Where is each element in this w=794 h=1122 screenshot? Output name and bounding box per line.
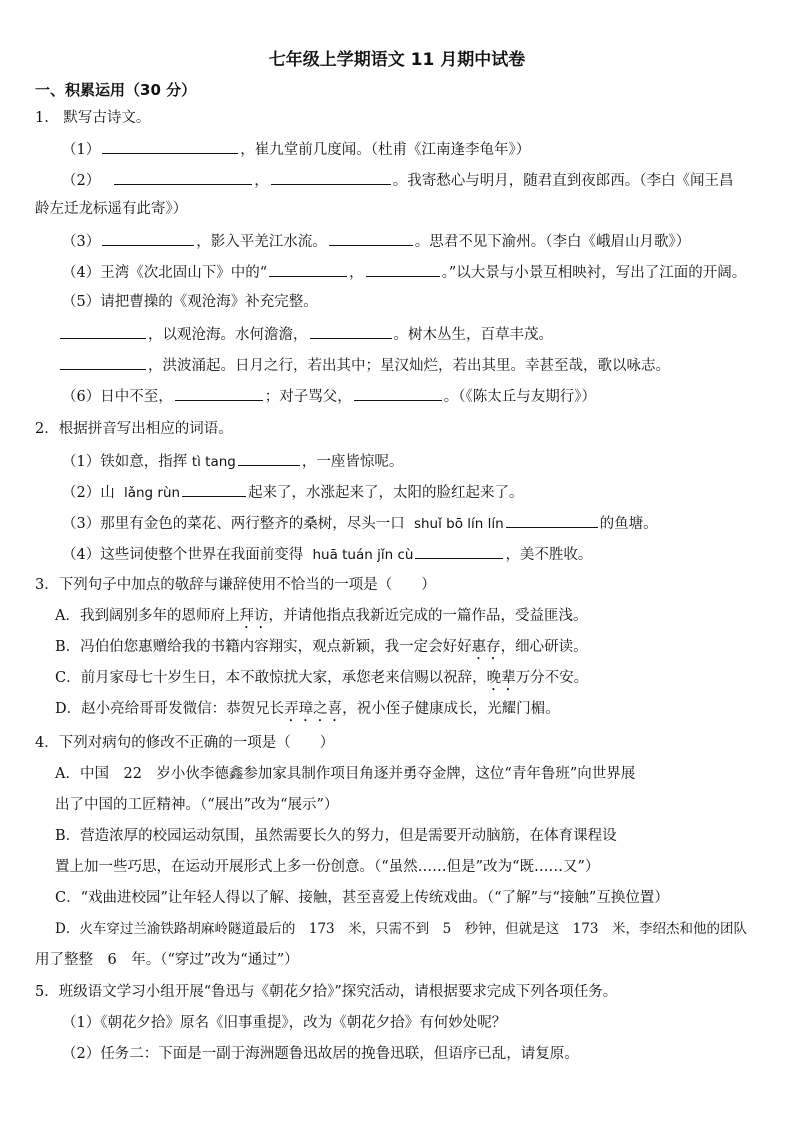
dotted-word: 弄璋之喜: [284, 701, 343, 717]
pinyin: tì tang: [191, 454, 236, 470]
q3-option-d[interactable]: [55, 699, 560, 725]
section-heading: 一、积累运用（30 分）: [35, 81, 197, 99]
q1-item-5-line1: [58, 323, 553, 345]
q4-option-c[interactable]: C．“戏曲进校园”让年轻人得以了解、接触，甚至喜爱上传统戏曲。（“了解”与“接触”互换位置）: [55, 890, 669, 906]
answer-blank[interactable]: [102, 138, 238, 154]
q1-2-prefix: （2）: [62, 173, 101, 189]
pinyin: lǎng rùn: [123, 485, 181, 501]
q3-option-a[interactable]: [55, 606, 587, 632]
q1-6-text-a: ；对子骂父，: [264, 389, 352, 405]
option-c-text-end: 万分不安。: [515, 670, 589, 686]
pinyin: shuǐ bō lín lín: [413, 516, 504, 532]
q1-5-text-a: ，以观沧海。水何澹澹，: [148, 327, 308, 343]
q2-item-4: [62, 543, 592, 565]
answer-blank[interactable]: [366, 261, 440, 277]
q3-option-b[interactable]: [55, 637, 588, 663]
q2-item-3: [62, 512, 658, 534]
q1-4-comma: ，: [349, 265, 364, 281]
q1-item-2-cont: 龄左迁龙标遥有此寄》）: [35, 201, 188, 217]
option-d-text-end: ，祝小侄子健康成长，光耀门楣。: [342, 701, 560, 717]
answer-blank[interactable]: [329, 230, 413, 246]
answer-blank[interactable]: [271, 169, 391, 185]
q4-option-b[interactable]: B．营造浓厚的校园运动氛围，虽然需要长久的努力，但是需要开动脑筋，在体育课程设: [55, 828, 617, 844]
q1-item-5: （5）请把曹操的《观沧海》补充完整。: [62, 294, 318, 310]
answer-blank[interactable]: [114, 169, 252, 185]
q2-4-prefix: （4）这些词使整个世界在我面前变得: [62, 547, 304, 563]
answer-blank[interactable]: [60, 323, 146, 339]
question-1-stem: 1. 默写古诗文。: [35, 110, 151, 126]
q1-6-text-b: 。（《陈太丘与友期行》）: [443, 389, 596, 405]
q2-3-text: 的鱼塘。: [599, 516, 658, 532]
q2-4-text: ，美不胜收。: [505, 547, 593, 563]
q1-item-4: [62, 261, 746, 283]
option-a-text: A．我到阔别多年的恩师府上: [55, 608, 240, 624]
q3-option-c[interactable]: [55, 668, 588, 694]
answer-blank[interactable]: [269, 261, 347, 277]
q1-1-text: ，崔九堂前几度闻。（杜甫《江南逢李龟年》）: [240, 142, 531, 158]
q2-3-prefix: （3）那里有金色的菜花、两行整齐的桑树，尽头一口: [62, 516, 405, 532]
q2-2-prefix: （2）山: [62, 485, 115, 501]
q1-3-text-b: 。思君不见下渝州。（李白《峨眉山月歌》）: [414, 234, 691, 250]
answer-blank[interactable]: [415, 543, 503, 559]
q1-item-1: [62, 138, 530, 160]
answer-blank[interactable]: [60, 354, 146, 370]
answer-blank[interactable]: [354, 385, 442, 401]
q5-item-2: （2）任务二：下面是一副于海洲题鲁迅故居的挽鲁迅联，但语序已乱，请复原。: [62, 1046, 579, 1062]
q1-item-3: [62, 230, 690, 252]
q4-option-b-cont: 置上加一些巧思，在运动开展形式上多一份创意。（“虽然……但是”改为“既……又”）: [55, 859, 600, 875]
pinyin: huā tuán jǐn cù: [312, 547, 414, 563]
dotted-word: 拜访: [239, 608, 269, 624]
question-3-stem: 3．下列句子中加点的敬辞与谦辞使用不恰当的一项是（ ）: [35, 577, 436, 593]
q1-3-text-a: ，影入平羌江水流。: [196, 234, 327, 250]
answer-blank[interactable]: [175, 385, 263, 401]
q1-item-5-line2: [58, 354, 670, 376]
q1-item-2: [62, 169, 733, 191]
option-a-text-end: ，并请他指点我新近完成的一篇作品，受益匪浅。: [268, 608, 588, 624]
answer-blank[interactable]: [102, 230, 194, 246]
q1-2-comma: ，: [254, 173, 269, 189]
answer-blank[interactable]: [310, 323, 392, 339]
q2-item-2: [62, 481, 524, 503]
q1-3-prefix: （3）: [62, 234, 101, 250]
q1-1-prefix: （1）: [62, 142, 101, 158]
q1-4-prefix: （4）王湾《次北固山下》中的“: [62, 265, 268, 281]
q1-item-6: [62, 385, 596, 407]
option-b-text-end: ，细心研读。: [500, 639, 588, 655]
option-c-text: C．前月家母七十岁生日，本不敢惊扰大家，承您老来信赐以祝辞，: [55, 670, 487, 686]
dotted-word: 惠存: [471, 639, 501, 655]
answer-blank[interactable]: [182, 481, 246, 497]
q1-4-text: 。”以大景与小景互相映衬，写出了江面的开阔。: [441, 265, 747, 281]
q1-6-prefix: （6）日中不至，: [62, 389, 173, 405]
question-2-stem: 2．根据拼音写出相应的词语。: [35, 421, 233, 437]
q1-5-text-b: 。树木丛生，百草丰茂。: [393, 327, 553, 343]
q4-option-d-cont: 用了整整 6 年。（“穿过”改为“通过”）: [35, 952, 299, 968]
q4-option-a[interactable]: A．中国 22 岁小伙李德鑫参加家具制作项目角逐并勇夺金牌，这位“青年鲁班”向世界展: [55, 766, 636, 782]
q2-2-text: 起来了，水涨起来了，太阳的脸红起来了。: [248, 485, 524, 501]
q2-item-1: [62, 450, 403, 472]
answer-blank[interactable]: [238, 450, 300, 466]
question-4-stem: 4．下列对病句的修改不正确的一项是（ ）: [35, 735, 335, 751]
dotted-word: 晚辈: [486, 670, 516, 686]
q2-1-prefix: （1）铁如意，指挥: [62, 454, 188, 470]
option-d-text: D．赵小亮给哥哥发微信：恭贺兄长: [55, 701, 285, 717]
q1-5-text-c: ，洪波涌起。日月之行，若出其中；星汉灿烂，若出其里。幸甚至哉，歌以咏志。: [148, 358, 670, 374]
q4-option-d[interactable]: D．火车穿过兰渝铁路胡麻岭隧道最后的 173 米，只需不到 5 秒钟，但就是这 173 米，李绍杰和他的团队: [55, 921, 747, 937]
q2-1-text: ，一座皆惊呢。: [301, 454, 404, 470]
q5-item-1: （1）《朝花夕拾》原名《旧事重提》，改为《朝花夕拾》有何妙处呢？: [62, 1015, 507, 1031]
page-title: 七年级上学期语文 11 月期中试卷: [268, 50, 526, 70]
answer-blank[interactable]: [506, 512, 598, 528]
q1-2-text: 。我寄愁心与明月，随君直到夜郎西。（李白《闻王昌: [392, 173, 734, 189]
q4-option-a-cont: 出了中国的工匠精神。（“展出”改为“展示”）: [55, 797, 339, 813]
option-b-text: B．冯伯伯您惠赠给我的书籍内容翔实，观点新颖，我一定会好好: [55, 639, 472, 655]
question-5-stem: 5．班级语文学习小组开展“鲁迅与《朝花夕拾》”探究活动，请根据要求完成下列各项任务。: [35, 984, 618, 1000]
